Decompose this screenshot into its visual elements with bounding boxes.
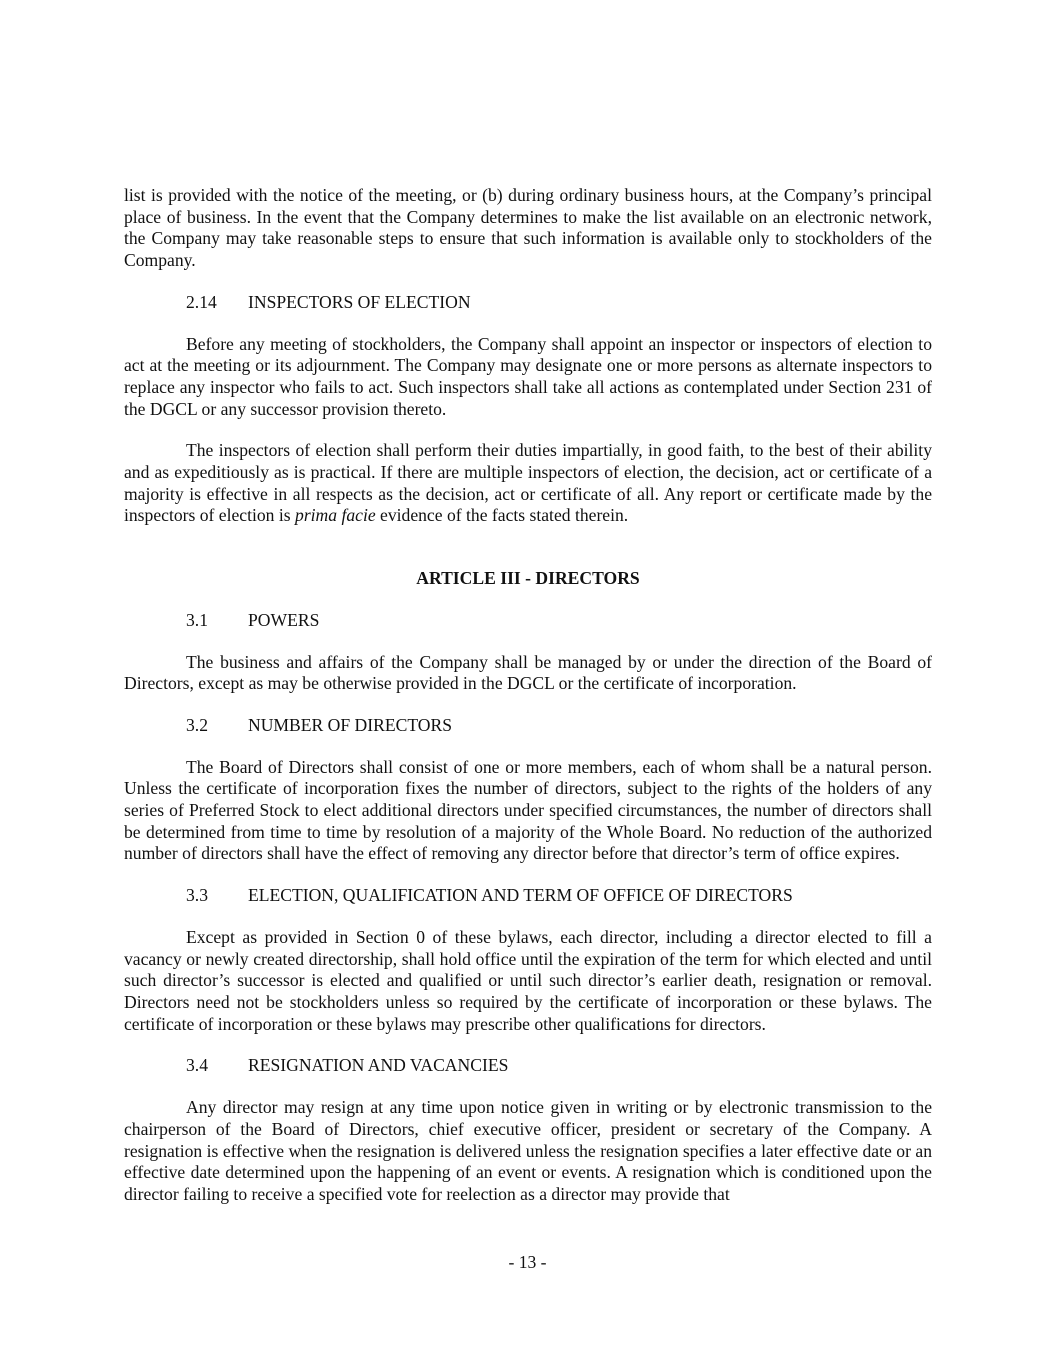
section-title: ELECTION, QUALIFICATION AND TERM OF OFFICE OF DIRECTORS xyxy=(248,885,793,906)
section-title: RESIGNATION AND VACANCIES xyxy=(248,1055,509,1076)
page-number: - 13 - xyxy=(508,1252,547,1272)
section-3-3-heading xyxy=(124,885,932,907)
section-2-14-paragraph-1: Before any meeting of stockholders, the Company shall appoint an inspector or inspectors of election to act at the meeting or its adjournment. The Company may designate one or more persons as alternate inspectors to replace any inspector who fails to act. Such inspectors shall take all actions as contemplated under Section 231 of the DGCL or any successor provision thereto. xyxy=(124,333,932,419)
section-number: 3.4 xyxy=(186,1055,208,1076)
italic-phrase: prima facie xyxy=(295,505,376,526)
paragraph-text: evidence of the facts stated therein. xyxy=(375,505,629,526)
section-title: POWERS xyxy=(248,609,320,630)
section-number: 3.3 xyxy=(186,885,208,906)
document-page xyxy=(124,185,932,1206)
section-number: 3.1 xyxy=(186,609,208,630)
section-2-14-paragraph-2 xyxy=(124,440,932,527)
continuation-paragraph: list is provided with the notice of the meeting, or (b) during ordinary business hours, at the Company’s principal place of business. In the event that the Company determines to make the list available on an electronic network, the Company may take reasonable steps to ensure that such information is available only to stockholders of the Company. xyxy=(124,185,932,271)
section-3-4-paragraph: Any director may resign at any time upon notice given in writing or by electronic transmission to the chairperson of the Board of Directors, chief executive officer, president or secretary of the Company. A resignation is effective when the resignation is delivered unless the resignation specifies a later effective date or an effective date determined upon the happening of an event or events. A resignation which is conditioned upon the director failing to receive a specified vote for reelection as a director may provide that xyxy=(124,1097,932,1204)
section-number: 3.2 xyxy=(186,714,208,735)
section-3-1-paragraph: The business and affairs of the Company shall be managed by or under the direction of the Board of Directors, except as may be otherwise provided in the DGCL or the certificate of incorporation. xyxy=(124,651,932,694)
section-title: INSPECTORS OF ELECTION xyxy=(248,291,471,312)
paragraph-text: The inspectors of election shall perform their duties impartially, in good faith, to the best of their ability and as expeditiously as is practical. If there are multiple inspectors of election, the decision, act or certificate of a majority is effective in all respects as the decision, act or certificate of all. Any report or certificate made by the inspectors of election is xyxy=(124,440,932,526)
section-title: NUMBER OF DIRECTORS xyxy=(248,714,452,735)
section-number: 2.14 xyxy=(186,291,217,312)
section-3-4-heading xyxy=(124,1055,932,1077)
section-2-14-heading xyxy=(124,292,932,314)
section-3-2-heading xyxy=(124,715,932,737)
section-3-2-paragraph: The Board of Directors shall consist of one or more members, each of whom shall be a natural person. Unless the certificate of incorporation fixes the number of directors, subject to the rights of the holders of any series of Preferred Stock to elect additional directors under specified circumstances, the number of directors shall be determined from time to time by resolution of a majority of the Whole Board. No reduction of the authorized number of directors shall have the effect of removing any director before that director’s term of office expires. xyxy=(124,756,932,864)
section-3-1-heading xyxy=(124,610,932,632)
article-heading: ARTICLE III - DIRECTORS xyxy=(416,568,640,589)
section-3-3-paragraph: Except as provided in Section 0 of these bylaws, each director, including a director elected to fill a vacancy or newly created directorship, shall hold office until the expiration of the term for which elected and until such director’s successor is elected and qualified or until such director’s earlier death, resignation or removal. Directors need not be stockholders unless so required by the certificate of incorporation or these bylaws. The certificate of incorporation or these bylaws may prescribe other qualifications for directors. xyxy=(124,926,932,1034)
